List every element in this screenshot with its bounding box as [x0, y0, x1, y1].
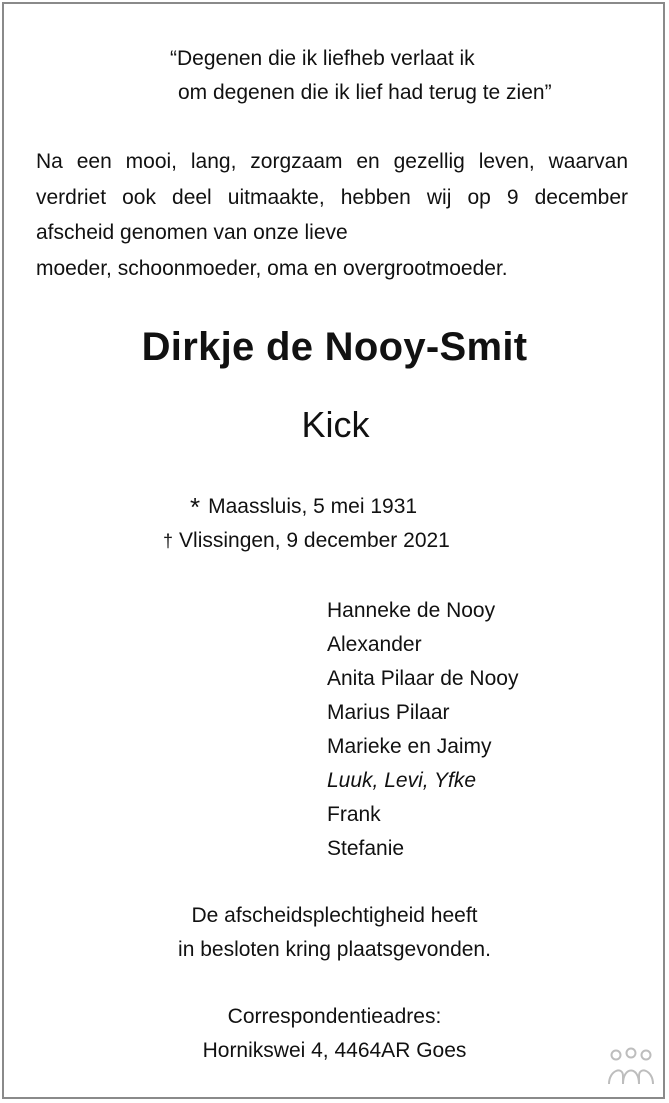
family-member: Marieke en Jaimy — [327, 735, 492, 758]
birth-place-date: Maassluis, 5 mei 1931 — [208, 495, 418, 518]
address-value: Hornikswei 4, 4464AR Goes — [202, 1039, 467, 1062]
family-member: Anita Pilaar de Nooy — [327, 667, 519, 690]
correspondence-address — [0, 1000, 669, 1068]
deceased-nickname: Kick — [301, 404, 370, 445]
quote-line-2: om degenen die ik lief had terug te zien” — [178, 81, 552, 104]
ceremony-line-2: in besloten kring plaatsgevonden. — [178, 938, 491, 961]
birth-symbol: * — [190, 492, 201, 522]
ceremony-line-1: De afscheidsplechtigheid heeft — [191, 904, 478, 927]
family-list — [327, 594, 518, 866]
people-group-icon — [606, 1046, 656, 1088]
intro-last-line: moeder, schoonmoeder, oma en overgrootmoeder. — [36, 256, 508, 280]
intro-paragraph — [36, 144, 628, 286]
quote-line-1: “Degenen die ik liefheb verlaat ik — [170, 47, 475, 70]
death-place-date: Vlissingen, 9 december 2021 — [179, 529, 450, 552]
family-member: Stefanie — [327, 837, 405, 860]
family-member: Hanneke de Nooy — [327, 599, 496, 622]
address-label: Correspondentieadres: — [227, 1005, 442, 1028]
death-cross-symbol: † — [163, 531, 174, 551]
family-member: Frank — [327, 803, 381, 826]
family-member-grandchildren: Luuk, Levi, Yfke — [327, 769, 477, 792]
birth-line — [190, 492, 417, 522]
death-line — [163, 526, 450, 556]
deceased-name: Dirkje de Nooy-Smit — [141, 325, 528, 369]
ceremony-notice — [0, 899, 669, 967]
family-member: Marius Pilaar — [327, 701, 450, 724]
intro-text: Na een mooi, lang, zorgzaam en gezellig leven, waarvan verdriet ook deel uitmaakte, hebben wij op 9 december afscheid genomen van onze lieve — [36, 150, 628, 244]
family-member: Alexander — [327, 633, 422, 656]
